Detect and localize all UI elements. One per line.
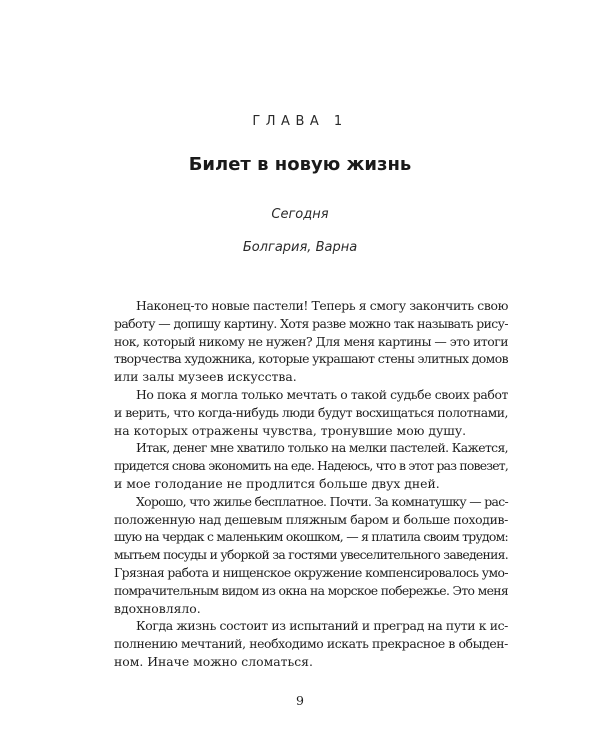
text-line: на которых отражены чувства, тронувшие мою душу.: [114, 422, 467, 438]
text-line: Наконец-то новые пастели! Теперь я смогу закончить свою: [136, 298, 508, 313]
text-line: Грязная работа и нищенское окружение компенсировалось умо-: [114, 564, 508, 580]
text-line: нок, который никому не нужен? Для меня картины — это итоги: [114, 333, 508, 349]
paragraph: [114, 617, 508, 670]
chapter-date: Сегодня: [271, 207, 329, 222]
text-line: вдохновляло.: [114, 600, 201, 616]
text-line: работу — допишу картину. Хотя разве можно так называть рису-: [114, 315, 508, 331]
text-line: Но пока я могла только мечтать о такой судьбе своих работ: [136, 386, 508, 402]
text-line: Итак, денег мне хватило только на мелки пастелей. Кажется,: [136, 440, 508, 456]
text-line: ном. Иначе можно сломаться.: [114, 653, 313, 669]
paragraph: [114, 439, 508, 492]
text-line: положенную над дешевым пляжным баром и больше походив-: [114, 511, 508, 527]
chapter-title: Билет в новую жизнь: [188, 154, 412, 175]
body-text: [114, 297, 508, 671]
page-number: 9: [296, 693, 304, 708]
text-line: шую на чердак с маленьким окошком, — я платила своим трудом:: [114, 529, 508, 545]
text-line: и мое голодание не продлится больше двух дней.: [114, 475, 440, 491]
text-line: помрачительным видом из окна на морское побережье. Это меня: [114, 582, 508, 598]
text-line: придется снова экономить на еде. Надеюсь, что в этот раз повезет,: [114, 458, 508, 474]
chapter-label: ГЛАВА 1: [252, 114, 348, 129]
text-line: или залы музеев искусства.: [114, 369, 297, 385]
text-line: полнению мечтаний, необходимо искать прекрасное в обыден-: [114, 636, 508, 652]
text-line: Хорошо, что жилье бесплатное. Почти. За комнатушку — рас-: [136, 493, 508, 509]
paragraph: [114, 493, 508, 618]
paragraph: [114, 297, 508, 386]
text-line: мытьем посуды и уборкой за гостями увеселительного заведения.: [114, 547, 508, 563]
paragraph: [114, 386, 508, 439]
text-line: и верить, что когда-нибудь люди будут восхищаться полотнами,: [114, 404, 508, 420]
text-line: Когда жизнь состоит из испытаний и преград на пути к ис-: [136, 618, 508, 634]
chapter-place: Болгария, Варна: [242, 240, 358, 255]
text-line: творчества художника, которые украшают стены элитных домов: [114, 351, 508, 367]
